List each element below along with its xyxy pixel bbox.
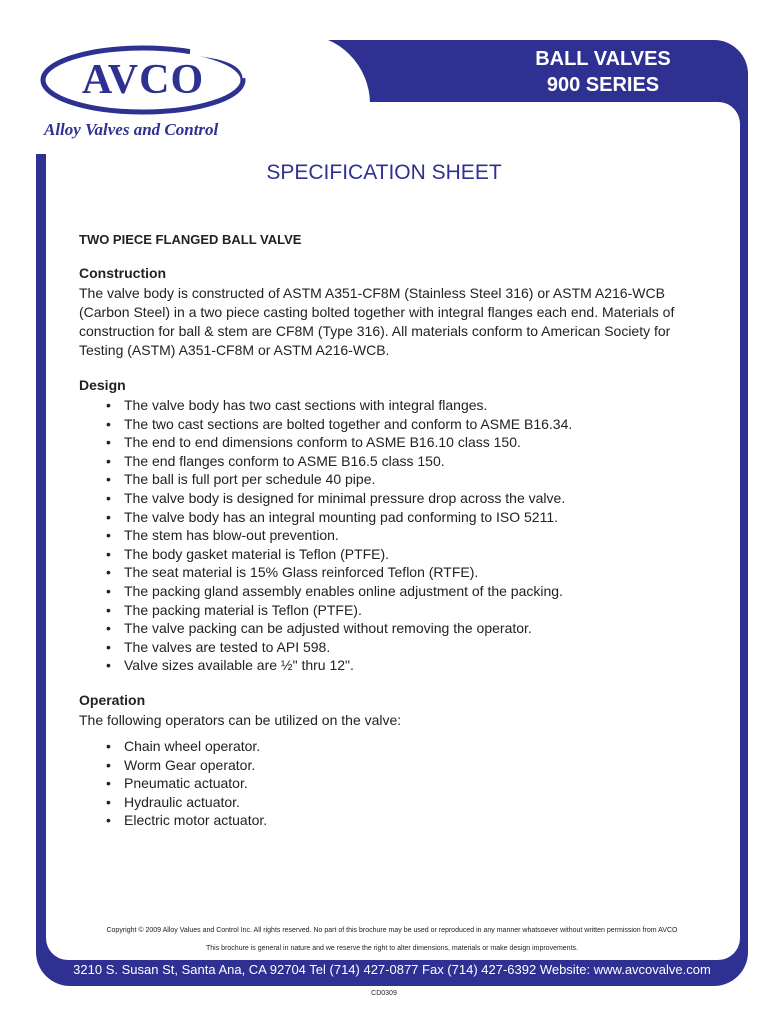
banner-line-1: BALL VALVES	[535, 48, 671, 70]
operation-text: The following operators can be utilized on the valve:	[79, 711, 402, 728]
list-item: • Valve sizes available are ½" thru 12".	[79, 656, 699, 675]
copyright-text: Copyright © 2009 Alloy Values and Control Inc. All rights reserved. No part of this brochure may be used or reproduced in any manner whatsoever without written permission from AVCO	[106, 927, 678, 934]
list-item: • The valves are tested to API 598.	[79, 638, 699, 657]
operation-list	[79, 737, 699, 830]
design-list	[79, 396, 699, 675]
list-item: • Chain wheel operator.	[79, 737, 699, 756]
list-item: • The end flanges conform to ASME B16.5 class 150.	[79, 452, 699, 471]
operation-heading: Operation	[79, 691, 146, 708]
construction-text: The valve body is constructed of ASTM A351-CF8M (Stainless Steel 316) or ASTM A216-WCB (Carbon Steel) in a two piece casting bolted together with integral flanges each end. Materials of construction for ball & stem are CF8M (Type 316). All materials conform to American Society for Testing (ASTM) A351-CF8M or ASTM A216-WCB.	[79, 285, 675, 358]
spec-content	[79, 232, 699, 847]
logo-text: AVCO	[81, 57, 205, 103]
list-item: • The valve packing can be adjusted without removing the operator.	[79, 619, 699, 638]
page-title: SPECIFICATION SHEET	[266, 161, 502, 184]
contact-address: 3210 S. Susan St, Santa Ana, CA 92704 Tel (714) 427-0877 Fax (714) 427-6392 Website: www.avcovalve.com	[73, 962, 711, 977]
list-item: • Electric motor actuator.	[79, 811, 699, 830]
document-code: CD0309	[371, 990, 397, 997]
disclaimer-text: This brochure is general in nature and we reserve the right to alter dimensions, materials or make design improvements.	[206, 945, 578, 952]
brand-tagline: Alloy Valves and Control	[44, 120, 219, 139]
banner-line-2: 900 SERIES	[546, 74, 660, 96]
list-item: • The stem has blow-out prevention.	[79, 526, 699, 545]
list-item: • Worm Gear operator.	[79, 756, 699, 775]
list-item: • Hydraulic actuator.	[79, 793, 699, 812]
list-item: • The valve body has an integral mounting pad conforming to ISO 5211.	[79, 508, 699, 527]
list-item: • The valve body has two cast sections with integral flanges.	[79, 396, 699, 415]
product-subtitle: TWO PIECE FLANGED BALL VALVE	[79, 232, 302, 247]
product-banner	[470, 46, 736, 98]
list-item: • The two cast sections are bolted together and conform to ASME B16.34.	[79, 415, 699, 434]
design-heading: Design	[79, 377, 126, 393]
list-item: • The end to end dimensions conform to ASME B16.10 class 150.	[79, 433, 699, 452]
copyright-notice	[36, 922, 748, 958]
list-item: • The packing gland assembly enables online adjustment of the packing.	[79, 582, 699, 601]
construction-heading: Construction	[79, 265, 167, 281]
list-item: • The packing material is Teflon (PTFE).	[79, 601, 699, 620]
list-item: • The seat material is 15% Glass reinforced Teflon (RTFE).	[79, 563, 699, 582]
list-item: • The body gasket material is Teflon (PTFE).	[79, 545, 699, 564]
list-item: • The valve body is designed for minimal pressure drop across the valve.	[79, 489, 699, 508]
list-item: • Pneumatic actuator.	[79, 774, 699, 793]
list-item: • The ball is full port per schedule 40 pipe.	[79, 470, 699, 489]
